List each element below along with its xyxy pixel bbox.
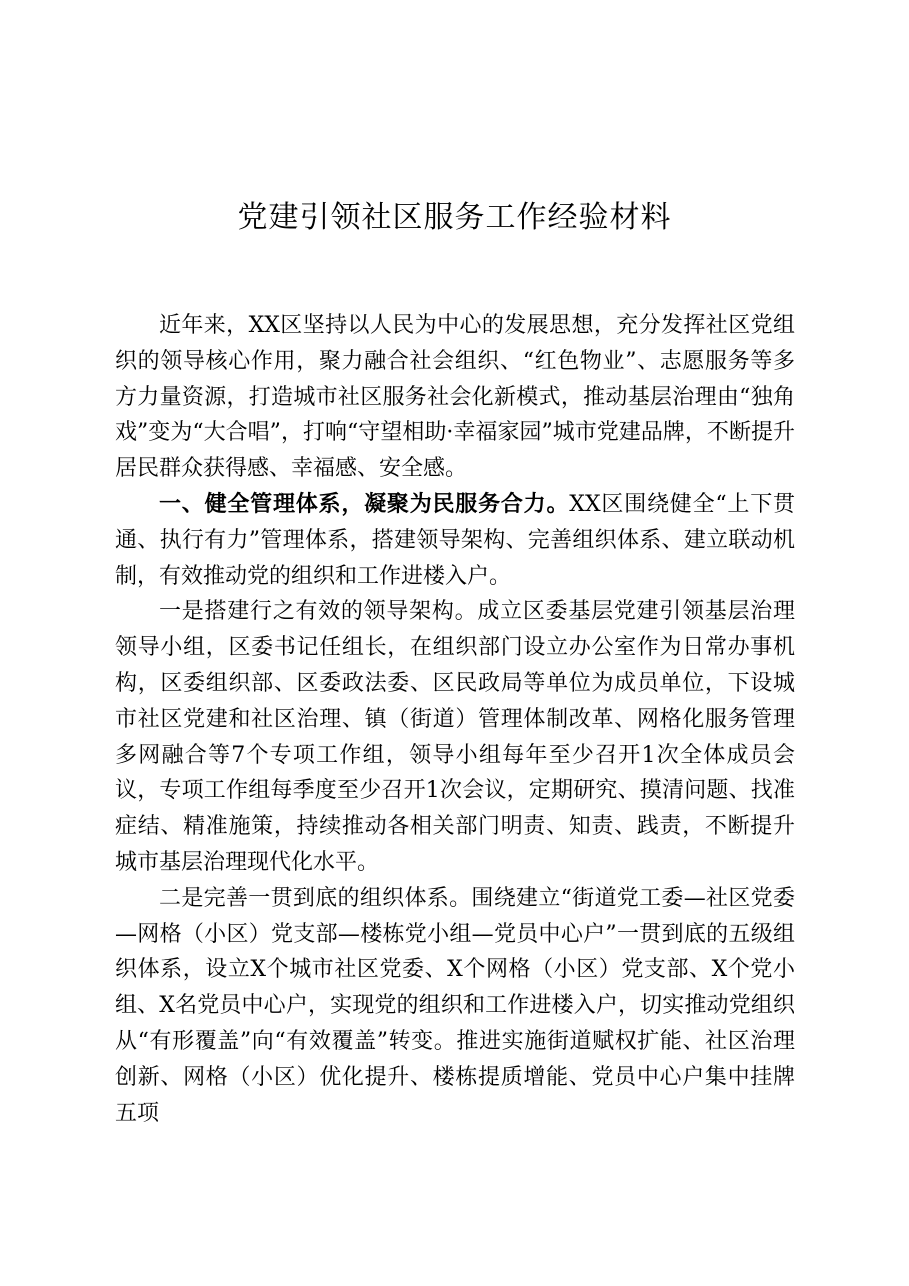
document-title: 党建引领社区服务工作经验材料 — [237, 200, 672, 235]
organization-paragraph: 二是完善一贯到底的组织体系。围绕建立“街道党工委—社区党委—网格（小区）党支部—楼栋党小组—党员中心户”一贯到底的五级组织体系，设立X个城市社区党委、X个网格（小区）党支部、X个党小组、X名党员中心户，实现党的组织和工作进楼入户，切实推动党组织从“有形覆盖”向“有效覆盖”转变。推进实施街道赋权扩能、社区治理创新、网格（小区）优化提升、楼栋提质增能、党员中心户集中挂牌五项 — [115, 885, 795, 1126]
leadership-paragraph: 一是搭建行之有效的领导架构。成立区委基层党建引领基层治理领导小组，区委书记任组长，在组织部门设立办公室作为日常办事机构，区委组织部、区委政法委、区民政局等单位为成员单位，下设城市社区党建和社区治理、镇（街道）管理体制改革、网格化服务管理多网融合等7个专项工作组，领导小组每年至少召开1次全体成员会议，专项工作组每季度至少召开1次会议，定期研究、摸清问题、找准症结、精准施策，持续推动各相关部门明责、知责、践责，不断提升城市基层治理现代化水平。 — [115, 599, 795, 875]
intro-paragraph: 近年来，XX区坚持以人民为中心的发展思想，充分发挥社区党组织的领导核心作用，聚力融合社会组织、“红色物业”、志愿服务等多方力量资源，打造城市社区服务社会化新模式，推动基层治理由“独角戏”变为“大合唱”，打响“守望相助·幸福家园”城市党建品牌，不断提升居民群众获得感、幸福感、安全感。 — [115, 313, 795, 482]
section-1-paragraph — [115, 487, 795, 594]
document-body — [115, 308, 795, 1131]
section-1-heading: 一、健全管理体系，凝聚为民服务合力。 — [159, 491, 570, 517]
section-1-text: XX区围绕健全“上下贯通、执行有力”管理体系，搭建领导架构、完善组织体系、建立联动机制，有效推动党的组织和工作进楼入户。 — [115, 491, 795, 589]
